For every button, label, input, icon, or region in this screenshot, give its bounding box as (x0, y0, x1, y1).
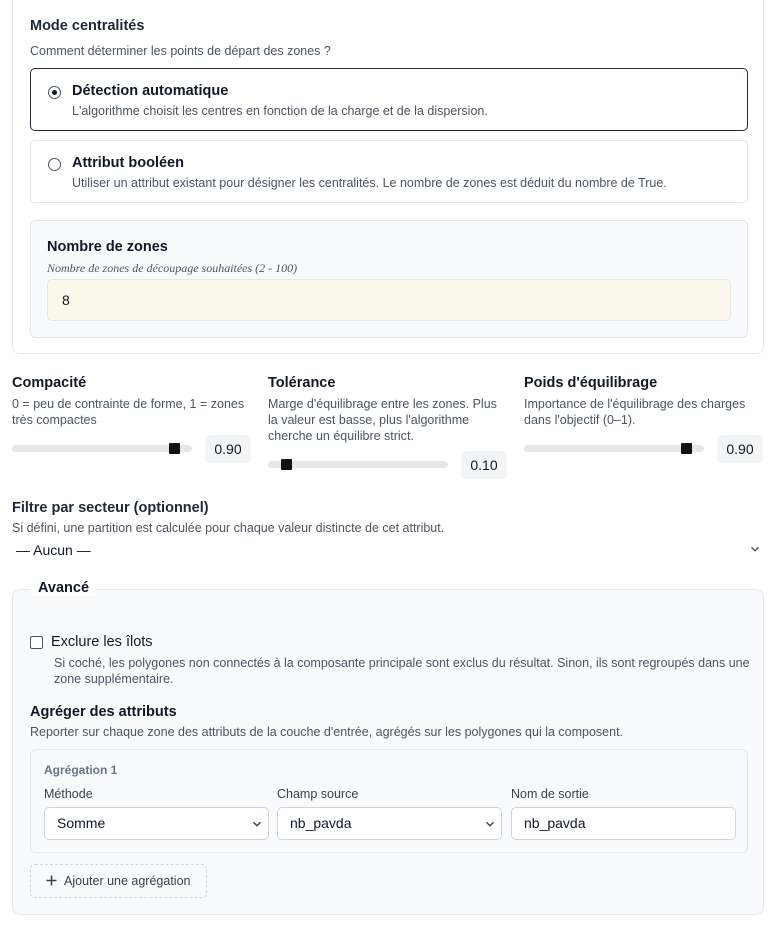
param-tolerance (268, 375, 508, 444)
tolerance-desc: Marge d'équilibrage entre les zones. Plus la valeur est basse, plus l'algorithme cherche un équilibre strict. (268, 397, 497, 443)
avance-panel (12, 580, 764, 915)
champ-source-value: nb_pavda (290, 815, 352, 831)
nom-sortie-label: Nom de sortie (511, 787, 589, 801)
option-title: Détection automatique (72, 83, 229, 99)
option-detection-automatique[interactable] (30, 68, 748, 131)
compacite-slider-thumb[interactable] (169, 443, 180, 454)
option-desc: Utiliser un attribut existant pour désigner les centralités. Le nombre de zones est déduit du nombre de True. (72, 176, 667, 190)
poids-title: Poids d'équilibrage (524, 375, 658, 391)
compacite-title: Compacité (12, 375, 87, 391)
chevron-down-icon (252, 819, 262, 829)
nombre-zones-input[interactable]: 8 (47, 279, 731, 321)
poids-desc: Importance de l'équilibrage des charges dans l'objectif (0–1). (524, 397, 746, 427)
tolerance-title: Tolérance (268, 375, 336, 391)
avance-legend: Avancé (31, 580, 96, 596)
radio-attribut-booleen[interactable] (48, 158, 61, 171)
poids-slider-thumb[interactable] (681, 443, 692, 454)
nom-sortie-input[interactable]: nb_pavda (511, 807, 736, 840)
radio-detection-automatique[interactable] (48, 86, 61, 99)
secteur-select[interactable] (12, 540, 764, 562)
option-desc: L'algorithme choisit les centres en fonction de la charge et de la dispersion. (72, 104, 488, 118)
compacite-value: 0.90 (205, 435, 251, 463)
exclure-ilots-label[interactable]: Exclure les îlots (51, 634, 153, 650)
nombre-zones-help: Nombre de zones de découpage souhaitées (2 - 100) (47, 261, 298, 275)
aggregation-title: Agrégation 1 (44, 763, 118, 777)
exclure-ilots-help: Si coché, les polygones non connectés à la composante principale sont exclus du résultat. Sinon, ils sont regroupés dans une zone supplémentaire. (54, 656, 750, 686)
chevron-down-icon (485, 819, 495, 829)
param-compacite (12, 375, 252, 428)
agreger-help: Reporter sur chaque zone des attributs de la couche d'entrée, agrégés sur les polygones qui la composent. (30, 725, 624, 739)
add-aggregation-button[interactable] (30, 864, 207, 898)
secteur-selected-value: — Aucun — (16, 542, 91, 558)
exclure-ilots-checkbox[interactable] (30, 636, 43, 649)
nombre-zones-title: Nombre de zones (47, 239, 168, 255)
option-title: Attribut booléen (72, 155, 184, 171)
compacite-slider[interactable] (12, 436, 192, 460)
agreger-title: Agréger des attributs (30, 704, 177, 720)
tolerance-value: 0.10 (461, 451, 507, 479)
tolerance-slider-thumb[interactable] (281, 459, 292, 470)
methode-label: Méthode (44, 787, 93, 801)
mode-title: Mode centralités (30, 18, 145, 34)
add-aggregation-label: Ajouter une agrégation (64, 874, 191, 888)
mode-centralites-card (12, 0, 764, 354)
secteur-title: Filtre par secteur (optionnel) (12, 500, 209, 516)
plus-icon (45, 874, 58, 887)
methode-value: Somme (57, 815, 106, 831)
nombre-zones-panel (30, 220, 748, 338)
secteur-help: Si défini, une partition est calculée pour chaque valeur distincte de cet attribut. (12, 521, 445, 535)
methode-select[interactable] (44, 807, 269, 840)
mode-help: Comment déterminer les points de départ des zones ? (30, 44, 331, 58)
champ-source-label: Champ source (277, 787, 359, 801)
option-attribut-booleen[interactable] (30, 140, 748, 203)
tolerance-slider[interactable] (268, 452, 448, 476)
champ-source-select[interactable] (277, 807, 502, 840)
aggregation-card (30, 749, 748, 853)
compacite-desc: 0 = peu de contrainte de forme, 1 = zones très compactes (12, 397, 245, 427)
param-poids-equilibrage (524, 375, 764, 428)
chevron-down-icon (750, 544, 760, 554)
poids-slider[interactable] (524, 436, 704, 460)
poids-value: 0.90 (717, 435, 763, 463)
